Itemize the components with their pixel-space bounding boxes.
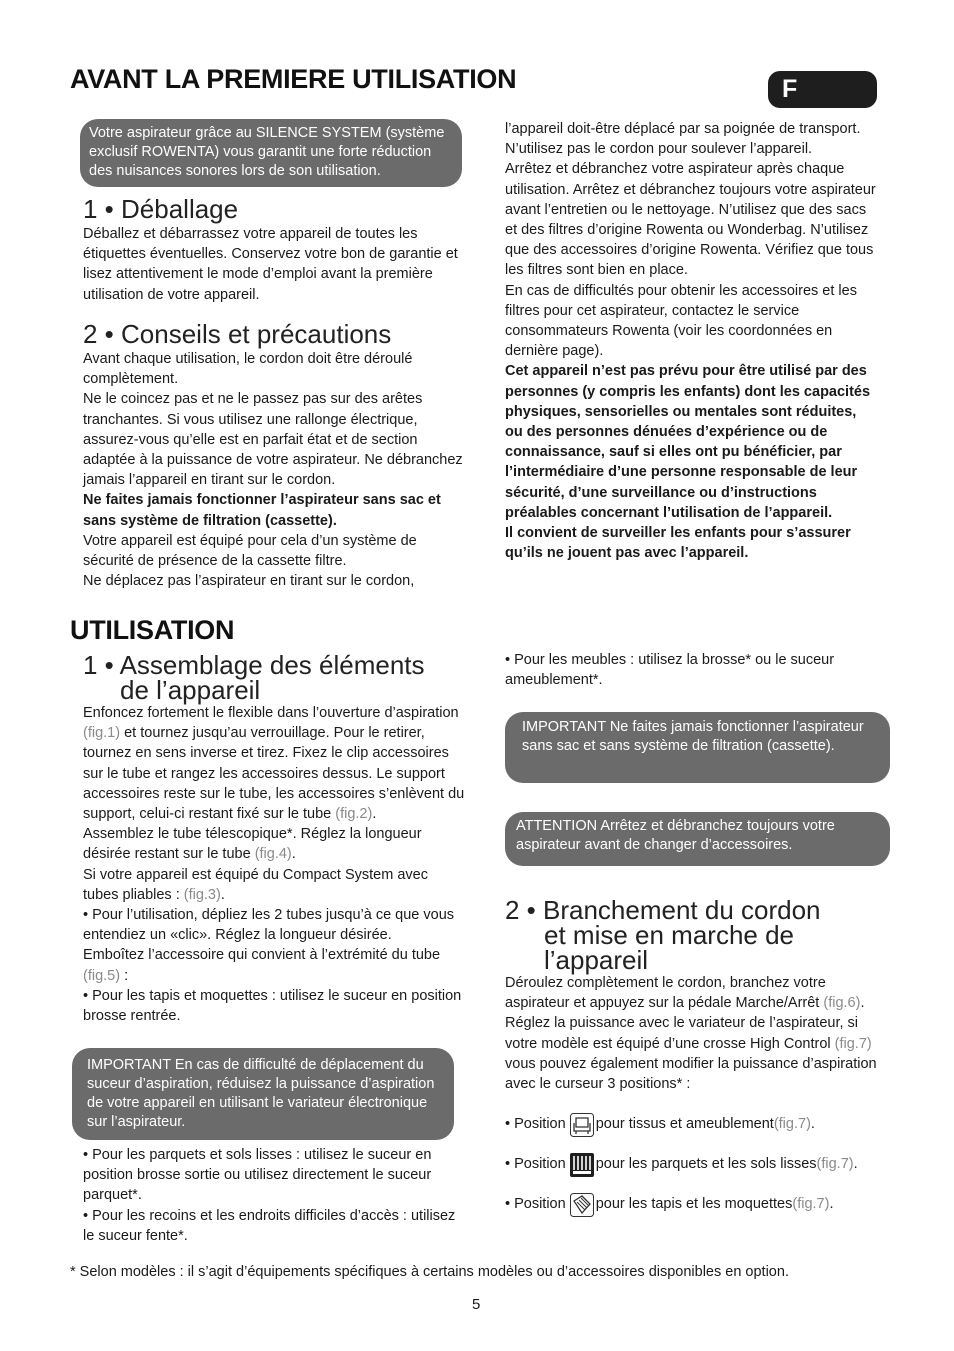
section-text-conseils bbox=[83, 349, 467, 591]
heading-line: l’appareil bbox=[544, 945, 649, 975]
text: Assemblez le tube télescopique*. Réglez la longueur désirée restant sur le tube bbox=[83, 826, 422, 863]
attention-info-box: ATTENTION Arrêtez et débranchez toujours votre aspirateur avant de changer d’accessoires. bbox=[505, 812, 890, 866]
paragraph: En cas de difficultés pour obtenir les accessoires et les filtres pour cet aspirateur, contactez le service consommateurs Rowenta (voir les coordonnées en dernière page). bbox=[505, 282, 857, 360]
important-info-box: IMPORTANT Ne faites jamais fonctionner l’aspirateur sans sac et sans système de filtration (cassette). bbox=[505, 712, 890, 783]
section-heading-branchement bbox=[505, 895, 905, 975]
position-label: • Position bbox=[505, 1116, 566, 1132]
paragraph bbox=[83, 703, 467, 824]
text: . bbox=[860, 995, 865, 1012]
section-title-utilisation: UTILISATION bbox=[70, 615, 235, 645]
footnote: * Selon modèles : il s’agit d’équipements spécifiques à certains modèles ou d’accessoires disponibles en option. bbox=[70, 1264, 789, 1280]
paragraph bbox=[83, 824, 467, 864]
paragraph: l’appareil doit-être déplacé par sa poignée de transport. N’utilisez pas le cordon pour soulever l’appareil. bbox=[505, 121, 861, 158]
section-text-deballage: Déballez et débarrassez votre appareil de toutes les étiquettes éventuelles. Conservez votre bon de garantie et lisez attentivement le mode d’emploi avant la première utilisation de votre appareil. bbox=[83, 226, 458, 303]
position-text: pour les parquets et les sols lisses bbox=[595, 1156, 817, 1172]
text: . bbox=[810, 1116, 815, 1132]
heading-line: et mise en marche de bbox=[544, 920, 795, 950]
bullet-item: • Pour les recoins et les endroits difficiles d’accès : utilisez le suceur fente*. bbox=[83, 1207, 456, 1244]
language-badge: F bbox=[768, 71, 877, 108]
intro-info-box: Votre aspirateur grâce au SILENCE SYSTEM (système exclusif ROWENTA) vous garantit une forte réduction des nuisances sonores lors de son utilisation. bbox=[80, 119, 462, 187]
important-info-box: IMPORTANT En cas de difficulté de déplacement du suceur d’aspiration, réduisez la puissance d’aspiration de votre appareil en utilisant le variateur électronique sur l’aspirateur. bbox=[72, 1048, 454, 1140]
figure-ref: (fig.2) bbox=[335, 806, 373, 823]
heading-line: de l’appareil bbox=[120, 675, 261, 705]
text: . bbox=[220, 886, 225, 903]
paragraph bbox=[505, 1013, 877, 1094]
text: Réglez la puissance avec le variateur de l’aspirateur, si votre modèle est équipé d’une crosse High Control bbox=[505, 1015, 859, 1052]
paragraph: Ne le coincez pas et ne le passez pas sur des arêtes tranchantes. Si vous utilisez une rallonge électrique, assurez-vous qu’elle est en parfait état et de section adaptée à la puissance de votre aspirateur. Ne débranchez jamais l’appareil en tirant sur le cordon. bbox=[83, 391, 463, 489]
section-heading-deballage: 1 • Déballage bbox=[83, 194, 239, 224]
warning-paragraph: Ne faites jamais fonctionner l’aspirateur sans sac et sans système de filtration (cassette). bbox=[83, 492, 441, 529]
carpet-icon bbox=[570, 1193, 592, 1215]
bullet-item: • Pour les parquets et sols lisses : utilisez le suceur en position brosse sortie ou utilisez directement le suceur parquet*. bbox=[83, 1147, 432, 1204]
text: vous pouvez également modifier la puissance d’aspiration avec le curseur 3 positions* : bbox=[505, 1055, 877, 1093]
warning-paragraph: Cet appareil n’est pas prévu pour être utilisé par des personnes (y compris les enfants) dont les capacités physiques, sensorielles ou mentales sont réduites, ou des personnes dénuées d’expérience ou de connaissance, sauf si elles ont pu bénéficier, par l’intermédiaire d’une personne responsable de leur sécurité, d’une surveillance ou d’instructions préalables concernant l’utilisation de l’appareil. bbox=[505, 363, 871, 521]
page-title: AVANT LA PREMIERE UTILISATION bbox=[70, 64, 517, 94]
section-text-branchement bbox=[505, 973, 877, 1094]
position-label: • Position bbox=[505, 1196, 566, 1212]
position-text: pour les tapis et les moquettes bbox=[595, 1196, 793, 1212]
text: Si votre appareil est équipé du Compact System avec tubes pliables : bbox=[83, 866, 428, 903]
paragraph bbox=[505, 973, 877, 1013]
right-column-precautions bbox=[505, 119, 877, 563]
position-text: pour tissus et ameublement bbox=[595, 1116, 774, 1132]
armchair-icon bbox=[570, 1113, 592, 1135]
heading-line: 2 • Branchement du cordon bbox=[505, 895, 821, 925]
bullet-item: • Pour l’utilisation, dépliez les 2 tubes jusqu’à ce que vous entendiez un «clic». Réglez la longueur désirée. bbox=[83, 907, 455, 944]
heading-line: 1 • Assemblage des éléments bbox=[83, 650, 425, 680]
position-row-carpet bbox=[505, 1192, 833, 1216]
text: Enfoncez fortement le flexible dans l’ouverture d’aspiration bbox=[83, 705, 459, 721]
figure-ref: (fig.1) bbox=[83, 725, 121, 742]
paragraph bbox=[83, 865, 467, 905]
paragraph: Ne déplacez pas l’aspirateur en tirant sur le cordon, bbox=[83, 573, 415, 590]
text: Déroulez complètement le cordon, branchez votre aspirateur et appuyez sur la pédale Marche/Arrêt bbox=[505, 975, 826, 1012]
position-row-armchair bbox=[505, 1112, 815, 1136]
text: . bbox=[829, 1196, 834, 1212]
section-text-assemblage bbox=[83, 703, 467, 1026]
text: . bbox=[853, 1156, 858, 1172]
figure-ref: (fig.7) bbox=[834, 1035, 872, 1052]
text: : bbox=[120, 967, 129, 984]
figure-ref: (fig.7) bbox=[816, 1156, 854, 1172]
position-label: • Position bbox=[505, 1156, 566, 1172]
figure-ref: (fig.3) bbox=[183, 886, 221, 903]
figure-ref: (fig.7) bbox=[773, 1116, 811, 1132]
page-number: 5 bbox=[472, 1296, 481, 1313]
bullet-item: • Pour les tapis et moquettes : utilisez le suceur en position brosse rentrée. bbox=[83, 987, 462, 1025]
parquet-icon bbox=[570, 1153, 592, 1175]
text: et tournez jusqu’au verrouillage. Pour le retirer, tournez en sens inverse et tirez. Fixez le clip accessoires sur le tube et rangez les accessoires dessus. Le support accessoires reste sur le tube, les accessoires s’enlèvent du support, celui-ci restant fixé sur le tube bbox=[83, 725, 465, 823]
figure-ref: (fig.5) bbox=[83, 967, 121, 984]
figure-ref: (fig.6) bbox=[823, 995, 861, 1012]
figure-ref: (fig.7) bbox=[792, 1196, 830, 1212]
position-row-parquet bbox=[505, 1152, 858, 1176]
text: Emboîtez l’accessoire qui convient à l’extrémité du tube bbox=[83, 947, 441, 964]
figure-ref: (fig.4) bbox=[254, 846, 292, 863]
section-text-accessoires bbox=[83, 1145, 467, 1246]
section-heading-assemblage bbox=[83, 650, 483, 705]
paragraph: Avant chaque utilisation, le cordon doit être déroulé complètement. bbox=[83, 351, 413, 388]
bullet-meubles: • Pour les meubles : utilisez la brosse* ou le suceur ameublement*. bbox=[505, 652, 835, 689]
warning-paragraph: Il convient de surveiller les enfants pour s’assurer qu’ils ne jouent pas avec l’appareil. bbox=[505, 525, 851, 562]
paragraph bbox=[83, 945, 467, 985]
section-heading-conseils: 2 • Conseils et précautions bbox=[83, 319, 392, 349]
text: . bbox=[291, 846, 296, 863]
paragraph: Arrêtez et débranchez votre aspirateur après chaque utilisation. Arrêtez et débranchez toujours votre aspirateur avant l’entretien ou le nettoyage. N’utilisez que des sacs et des filtres d’origine Rowenta ou Wonderbag. N’utilisez que des accessoires d’origine Rowenta. Vérifiez que tous les filtres sont bien en place. bbox=[505, 161, 876, 279]
paragraph: Votre appareil est équipé pour cela d’un système de sécurité de présence de la cassette filtre. bbox=[83, 532, 417, 570]
text: . bbox=[372, 806, 377, 823]
